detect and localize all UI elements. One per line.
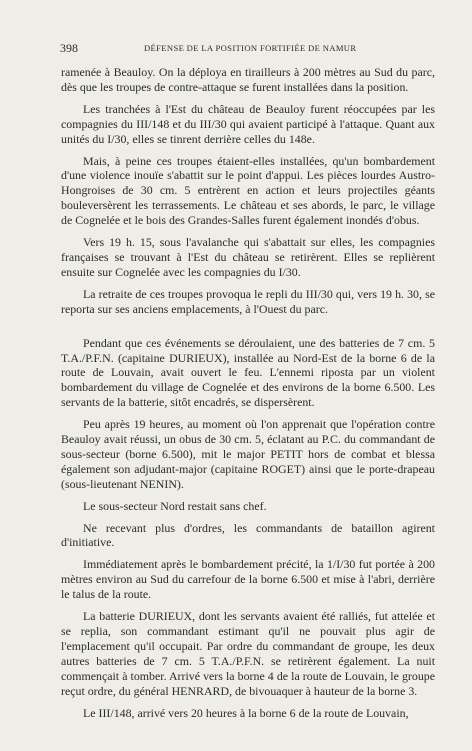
page-body <box>61 65 435 727</box>
paragraph: Mais, à peine ces troupes étaient-elles installées, qu'un bombardement d'une violence inouïe s'abattit sur le point d'appui. Les pièces lourdes Austro-Hongroises de 30 cm. 5 entrèrent en action et leurs projectiles géants bouleversèrent les terrassements. Le château et ses abords, le parc, le village de Cognelée et le bois des Grandes-Salles furent également inondés d'obus. <box>61 153 435 228</box>
paragraph: Pendant que ces événements se déroulaient, une des batteries de 7 cm. 5 T.A./P.F.N. (capitaine DURIEUX), installée au Nord-Est de la borne 6 de la route de Louvain, avait ouvert le feu. L'ennemi riposta par un violent bombardement du village de Cognelée et des environs de la borne 6.500. Les servants de la batterie, sitôt encadrés, se dispersèrent. <box>61 335 435 410</box>
paragraph: Ne recevant plus d'ordres, les commandants de bataillon agirent d'initiative. <box>61 520 435 550</box>
paragraph: Le sous-secteur Nord restait sans chef. <box>83 498 267 513</box>
paragraph: Les tranchées à l'Est du château de Beauloy furent réoccupées par les compagnies du III/148 et du III/30 qui avaient participé à l'attaque. Quant aux unités du I/30, elles se tinrent derrière celles du 148e. <box>61 101 435 146</box>
running-head: DÉFENSE DE LA POSITION FORTIFIÉE DE NAMUR <box>144 43 357 53</box>
paragraph: Peu après 19 heures, au moment où l'on apprenait que l'opération contre Beauloy avait réussi, un obus de 30 cm. 5, éclatant au P.C. du commandant de sous-secteur (borne 6.500), mit le major PETIT hors de combat et blessa également son adjudant-major (capitaine ROGET) ainsi que le porte-drapeau (sous-lieutenant NENIN). <box>61 417 435 491</box>
page-number: 398 <box>60 41 78 55</box>
paragraph: ramenée à Beauloy. On la déploya en tirailleurs à 200 mètres au Sud du parc, dès que les troupes de contre-attaque se furent installées dans la position. <box>61 65 435 94</box>
paragraph: Le III/148, arrivé vers 20 heures à la borne 6 de la route de Louvain, <box>83 705 409 720</box>
paragraph: La batterie DURIEUX, dont les servants avaient été ralliés, fut attelée et se replia, son commandant estimant qu'il ne pouvait plus agir de l'emplacement qu'il occupait. Par ordre du commandant de groupe, les deux autres batteries de 7 cm. 5 T.A./P.F.N. se retirèrent également. La nuit commençait à tomber. Arrivé vers la borne 4 de la route de Louvain, le groupe reçut ordre, du général HENRARD, de bivouaquer à hauteur de la borne 3. <box>61 609 435 698</box>
page-header <box>60 41 436 55</box>
paragraph: Vers 19 h. 15, sous l'avalanche qui s'abattait sur elles, les compagnies françaises se trouvant à l'Est du château se retirèrent. Elles se replièrent ensuite sur Cognelée avec les compagnies du I/30. <box>61 235 435 279</box>
paragraph: Immédiatement après le bombardement précité, la 1/I/30 fut portée à 200 mètres environ au Sud du carrefour de la borne 6.500 et mise à l'abri, derrière le talus de la route. <box>61 557 435 602</box>
paragraph: La retraite de ces troupes provoqua le repli du III/30 qui, vers 19 h. 30, se reporta sur ses anciens emplacements, à l'Ouest du parc. <box>61 286 435 316</box>
